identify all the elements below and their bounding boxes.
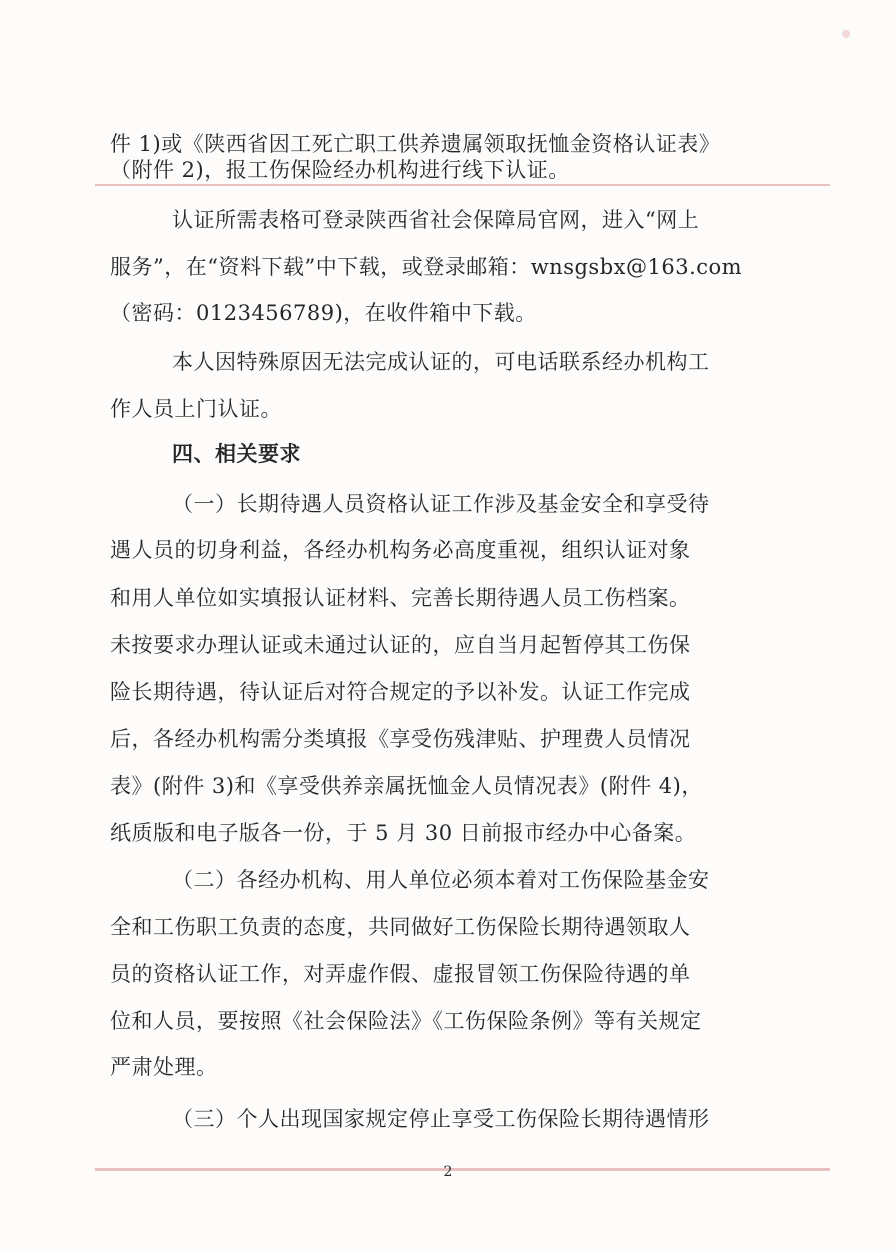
section-heading: 四、相关要求 <box>172 441 301 466</box>
text-line-11: 和用人单位如实填报认证材料、完善长期待遇人员工伤档案。 <box>110 586 691 610</box>
text-line-22: （三）个人出现国家规定停止享受工伤保险长期待遇情形 <box>172 1107 710 1131</box>
text-line-13: 险长期待遇，待认证后对符合规定的予以补发。认证工作完成 <box>110 680 691 704</box>
text-line-20: 位和人员，要按照《社会保险法》《工伤保险条例》等有关规定 <box>110 1009 702 1033</box>
text-line-2: （附件 2)，报工伤保险经办机构进行线下认证。 <box>110 158 570 182</box>
text-line-1: 件 1)或《陕西省因工死亡职工供养遗属领取抚恤金资格认证表》 <box>110 132 721 156</box>
text-line-19: 员的资格认证工作，对弄虚作假、虚报冒领工伤保险待遇的单 <box>110 962 691 986</box>
text-line-10: 遇人员的切身利益，各经办机构务必高度重视，组织认证对象 <box>110 538 691 562</box>
text-line-16: 纸质版和电子版各一份，于 5 月 30 日前报市经办中心备案。 <box>110 821 697 845</box>
text-line-6: 本人因特殊原因无法完成认证的，可电话联系经办机构工 <box>172 350 710 374</box>
text-line-14: 后，各经办机构需分类填报《享受伤残津贴、护理费人员情况 <box>110 727 691 751</box>
text-line-12: 未按要求办理认证或未通过认证的，应自当月起暂停其工伤保 <box>110 633 691 657</box>
text-line-15: 表》(附件 3)和《享受供养亲属抚恤金人员情况表》(附件 4)， <box>110 774 703 798</box>
text-line-9: （一）长期待遇人员资格认证工作涉及基金安全和享受待 <box>172 492 710 516</box>
page-number: 2 <box>443 1164 453 1180</box>
text-line-4: 服务”，在“资料下载”中下载，或登录邮箱：wnsgsbx@163.com <box>110 255 743 279</box>
text-line-21: 严肃处理。 <box>110 1055 218 1079</box>
text-line-7: 作人员上门认证。 <box>110 397 282 421</box>
bleed-through-header-rule <box>95 184 830 186</box>
paper-mark <box>842 30 850 38</box>
text-line-18: 全和工伤职工负责的态度，共同做好工伤保险长期待遇领取人 <box>110 915 691 939</box>
text-line-17: （二）各经办机构、用人单位必须本着对工伤保险基金安 <box>172 868 710 892</box>
text-line-5: （密码：0123456789)，在收件箱中下载。 <box>110 301 537 325</box>
text-line-3: 认证所需表格可登录陕西省社会保障局官网，进入“网上 <box>172 208 700 232</box>
